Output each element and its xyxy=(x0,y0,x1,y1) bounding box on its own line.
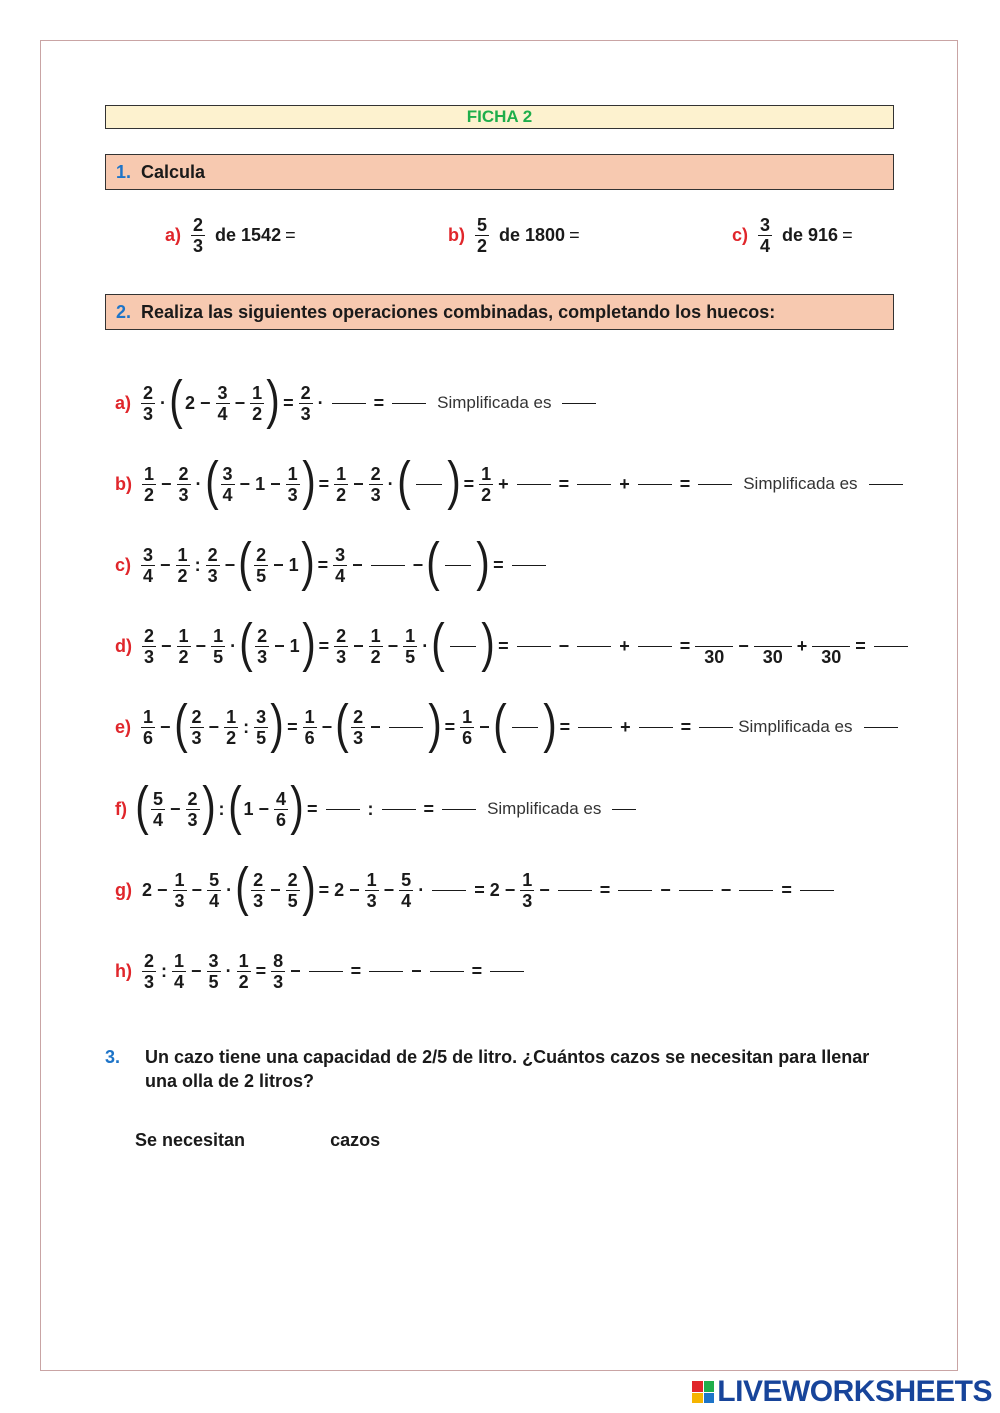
simplified-label: Simplificada es xyxy=(437,393,552,412)
answer-blank[interactable] xyxy=(618,890,652,891)
item-label: b) xyxy=(448,225,465,245)
exercise-label: c) xyxy=(115,554,132,575)
answer-blank[interactable] xyxy=(699,727,733,728)
answer-blank[interactable] xyxy=(558,890,592,891)
exercise-d: d) $\frac{2}{3}$ − $\frac{1}{2}$ − $\frac{1}{5}$ · ( $\frac{2}{3}$ − 1 ) = $\frac{2}{3}$ − $\frac{1}{2}$ − $\frac{1}{5}$ · ( ) = − + = 30 − 30 + 30 = xyxy=(115,616,913,676)
answer-blank[interactable] xyxy=(392,403,426,404)
answer-blank[interactable] xyxy=(800,890,834,891)
exercise-label: b) xyxy=(115,473,132,494)
answer-blank[interactable] xyxy=(864,727,898,728)
answer-blank[interactable] xyxy=(517,484,551,485)
answer-blank[interactable] xyxy=(612,809,636,810)
section-2-title: Realiza las siguientes operaciones combinadas, completando los huecos: xyxy=(141,302,776,322)
exercise-label: a) xyxy=(115,392,132,413)
question-3 xyxy=(105,1045,905,1093)
equals-sign: = xyxy=(285,225,296,245)
answer-blank[interactable] xyxy=(578,727,612,728)
item-label: a) xyxy=(165,225,182,245)
question-3-text: Un cazo tiene una capacidad de 2/5 de litro. ¿Cuántos cazos se necesitan para llenar una olla de 2 litros? xyxy=(145,1047,870,1091)
simplified-label: Simplificada es xyxy=(487,799,602,818)
fraction-over-30[interactable]: 30 xyxy=(812,626,850,667)
answer-blank[interactable] xyxy=(432,890,466,891)
section-1-number: 1. xyxy=(116,162,132,182)
worksheet-title: FICHA 2 xyxy=(105,105,894,129)
answer-blank[interactable] xyxy=(490,971,524,972)
answer-blank[interactable] xyxy=(562,403,596,404)
liveworksheets-logo xyxy=(692,1375,992,1409)
exercise-label: h) xyxy=(115,960,132,981)
answer-blank[interactable] xyxy=(382,809,416,810)
fraction: $\frac{3}{4}$ xyxy=(760,215,771,256)
answer-blank[interactable] xyxy=(371,565,405,566)
answer-blank[interactable] xyxy=(512,727,538,728)
answer-blank[interactable] xyxy=(577,646,611,647)
answer-blank[interactable] xyxy=(332,403,366,404)
answer-blank[interactable] xyxy=(869,484,903,485)
answer-blank[interactable] xyxy=(512,565,546,566)
calc-item-a xyxy=(165,215,298,256)
answer-blank[interactable] xyxy=(638,484,672,485)
fraction: $\frac{5}{2}$ xyxy=(477,215,488,256)
exercise-b: b) $\frac{1}{2}$ − $\frac{2}{3}$ · ( $\frac{3}{4}$ − 1 − $\frac{1}{3}$ ) = $\frac{1}{2}$ − $\frac{2}{3}$ · ( ) = $\frac{1}{2}$ + = + = Simplificada es xyxy=(115,454,908,514)
answer-blank[interactable] xyxy=(698,484,732,485)
simplified-label: Simplificada es xyxy=(738,717,853,736)
answer-blank[interactable] xyxy=(309,971,343,972)
exercise-label: e) xyxy=(115,716,132,737)
calc-item-b xyxy=(448,215,582,256)
answer-blank[interactable] xyxy=(326,809,360,810)
section-2-header xyxy=(105,294,894,330)
fraction-over-30[interactable]: 30 xyxy=(754,626,792,667)
exercise-h: h) $\frac{2}{3}$ : $\frac{1}{4}$ − $\frac{3}{5}$ · $\frac{1}{2}$ = $\frac{8}{3}$ − = − = xyxy=(115,941,529,1001)
item-text: de 916 xyxy=(782,225,839,245)
answer-blank[interactable] xyxy=(442,809,476,810)
answer-blank[interactable] xyxy=(416,484,442,485)
exercise-c: c) $\frac{3}{4}$ − $\frac{1}{2}$ : $\frac{2}{3}$ − ( $\frac{2}{5}$ − 1 ) = $\frac{3}{4}$ − − ( ) = xyxy=(115,535,551,595)
item-label: c) xyxy=(732,225,749,245)
fraction-over-30[interactable]: 30 xyxy=(695,626,733,667)
exercise-label: g) xyxy=(115,879,132,900)
logo-icon xyxy=(692,1381,714,1403)
exercise-label: d) xyxy=(115,635,132,656)
exercise-a: a) $\frac{2}{3}$ · ( 2 − $\frac{3}{4}$ − $\frac{1}{2}$ ) = $\frac{2}{3}$ · = Simplificada es xyxy=(115,373,601,433)
logo-text: LIVEWORKSHEETS xyxy=(717,1375,992,1408)
section-3-number: 3. xyxy=(105,1047,121,1067)
answer-blank[interactable] xyxy=(874,646,908,647)
exercise-label: f) xyxy=(115,798,127,819)
exercise-f: f) ( $\frac{5}{4}$ − $\frac{2}{3}$ ) : ( 1 − $\frac{4}{6}$ ) = : = Simplificada es xyxy=(115,779,641,839)
answer-prefix: Se necesitan xyxy=(135,1130,246,1150)
item-text: de 1800 xyxy=(499,225,566,245)
fraction: $\frac{2}{3}$ xyxy=(193,215,204,256)
answer-blank[interactable] xyxy=(679,890,713,891)
answer-blank[interactable] xyxy=(445,565,471,566)
answer-blank[interactable] xyxy=(517,646,551,647)
answer-blank[interactable] xyxy=(638,646,672,647)
calc-item-c xyxy=(732,215,855,256)
answer-line xyxy=(135,1130,380,1151)
equals-sign: = xyxy=(569,225,580,245)
answer-blank[interactable] xyxy=(450,646,476,647)
answer-blank[interactable] xyxy=(739,890,773,891)
simplified-label: Simplificada es xyxy=(743,474,858,493)
answer-blank[interactable] xyxy=(369,971,403,972)
answer-blank[interactable] xyxy=(577,484,611,485)
section-2-number: 2. xyxy=(116,302,132,322)
section-1-title: Calcula xyxy=(141,162,206,182)
answer-blank[interactable] xyxy=(430,971,464,972)
answer-blank[interactable] xyxy=(639,727,673,728)
equals-sign: = xyxy=(842,225,853,245)
exercise-e: e) $\frac{1}{6}$ − ( $\frac{2}{3}$ − $\frac{1}{2}$ : $\frac{3}{5}$ ) = $\frac{1}{6}$ − ( $\frac{2}{3}$ − ) = $\frac{1}{6}$ − ( ) = + = Simplificada es xyxy=(115,697,903,757)
answer-blank[interactable] xyxy=(389,727,423,728)
answer-suffix: cazos xyxy=(330,1130,381,1150)
section-1-header xyxy=(105,154,894,190)
item-text: de 1542 xyxy=(215,225,282,245)
exercise-g: g) 2 − $\frac{1}{3}$ − $\frac{5}{4}$ · ( $\frac{2}{3}$ − $\frac{2}{5}$ ) = 2 − $\frac{1}{3}$ − $\frac{5}{4}$ · = 2 − $\frac{1}{3}$ − = − − = xyxy=(115,860,839,920)
